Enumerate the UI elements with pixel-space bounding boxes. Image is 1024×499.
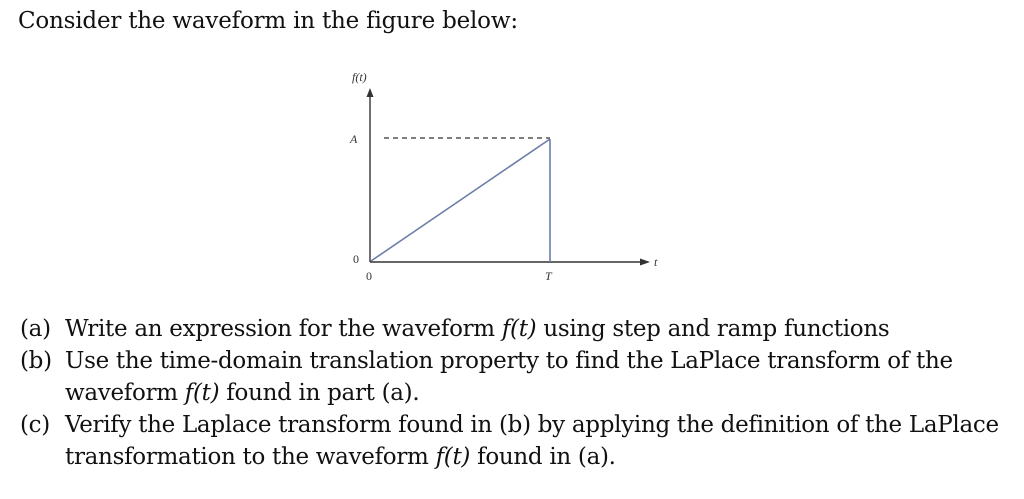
part-text: found in part (a). [219,380,420,406]
x-axis-arrowhead [640,259,650,266]
function-name: f(t) [501,316,537,342]
function-name: f(t) [184,380,220,406]
part-text: found in (a). [470,444,616,470]
function-name: f(t) [435,444,471,470]
part-a [20,313,1020,345]
ramp-line [371,139,550,261]
part-text: using step and ramp functions [536,316,890,342]
part-text: Write an expression for the waveform [65,316,502,342]
part-label: (a) [20,316,51,342]
part-text: Use the time-domain translation property to find the LaPlace transform of the waveform [65,348,953,406]
y-origin-label: 0 [353,252,359,266]
y-axis-arrowhead [367,88,374,97]
part-c [20,409,1020,473]
part-text: Verify the Laplace transform found in (b) by applying the definition of the LaPlace transformation to the waveform [65,412,999,470]
intro-text: Consider the waveform in the figure below: [18,8,518,34]
part-b [20,345,1020,409]
x-origin-label: 0 [366,269,372,283]
x-end-label: T [545,269,552,283]
x-axis-label: t [654,255,658,269]
y-axis-label: f(t) [352,70,367,84]
waveform-figure [300,58,700,298]
waveform-plot [300,58,700,298]
question-parts [20,313,1020,473]
part-label: (b) [20,348,52,374]
y-peak-label: A [350,132,358,146]
part-label: (c) [20,412,50,438]
